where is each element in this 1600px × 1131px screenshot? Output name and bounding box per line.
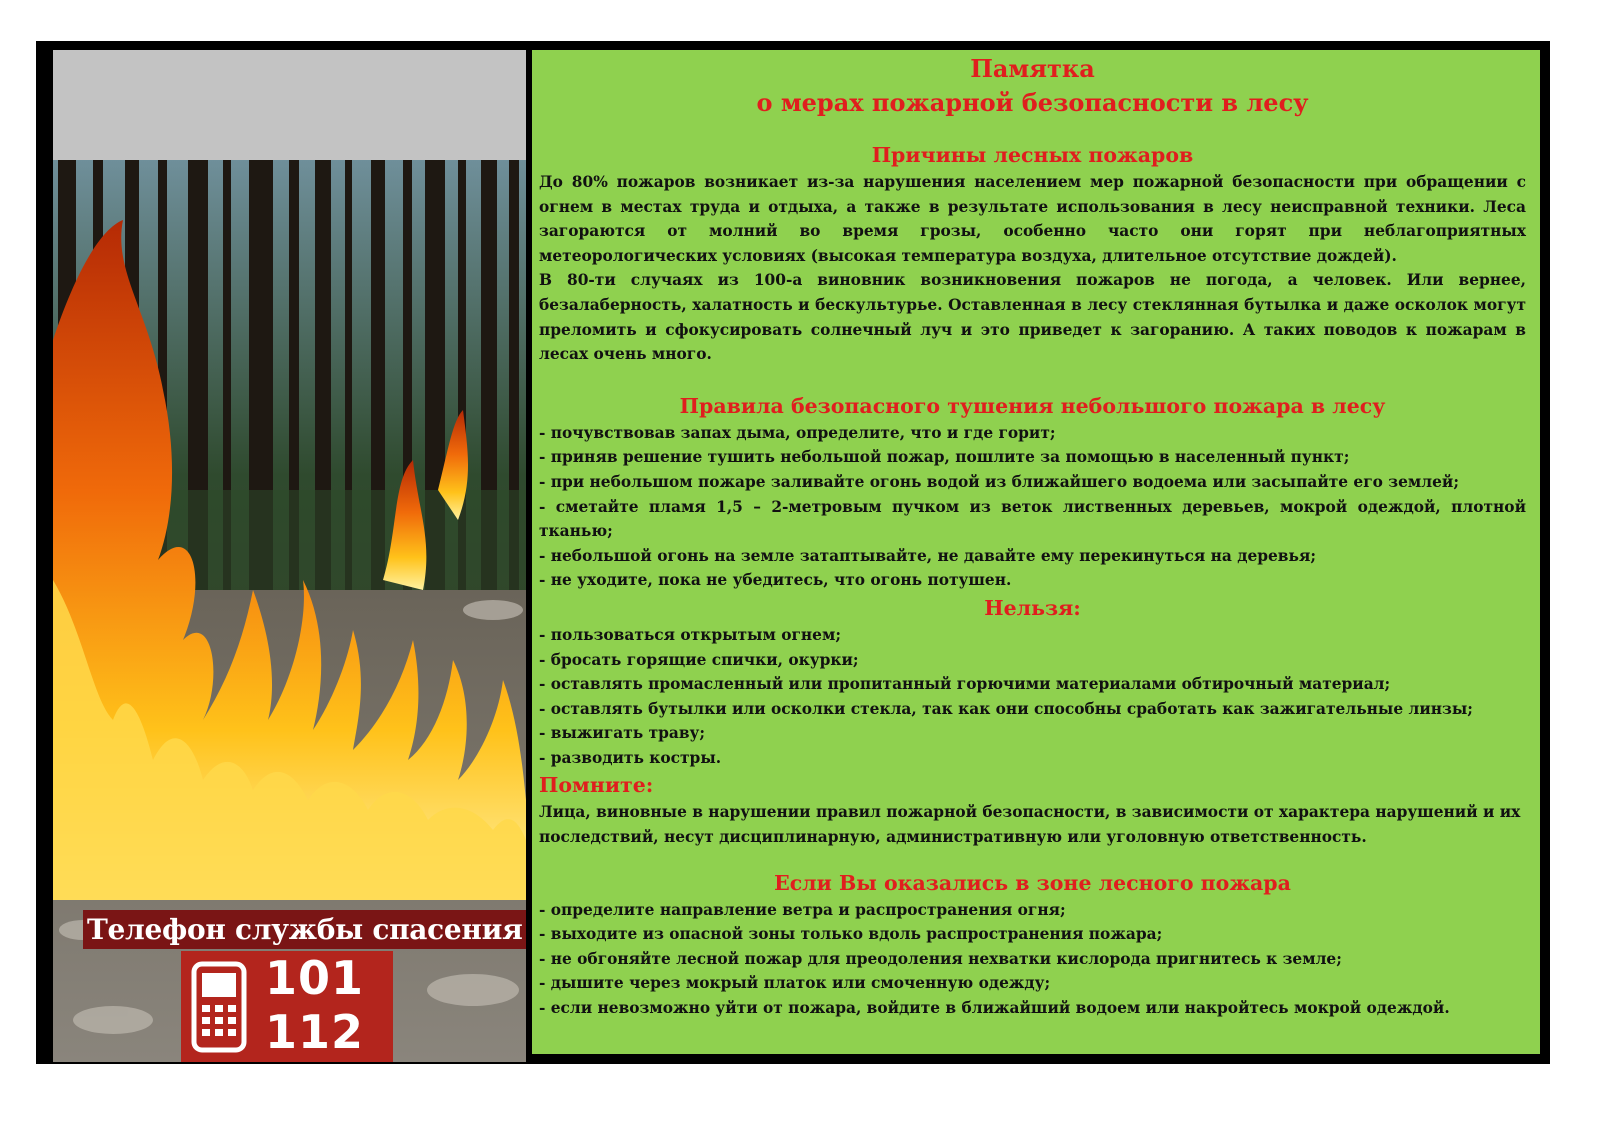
causes-paragraph-2: В 80-ти случаях из 100-а виновник возникновения пожаров не погода, а человек. Или вернее, безалаберность, халатность и бескультурье. Оставленная в лесу стеклянная бутылка и даже осколок могут преломить и сфокусировать солнечный луч и это приведет к загоранию. А таких поводов к пожарам в лесах очень много. (539, 271, 1526, 364)
list-item: - выжигать траву; (539, 724, 706, 743)
forest-fire-photo-panel (53, 50, 526, 1062)
forbidden-heading: Нельзя: (984, 595, 1081, 620)
gray-placeholder-block (53, 50, 526, 160)
rescue-number-101: 101 (265, 951, 365, 1005)
memo-title-line-1: Памятка (970, 54, 1095, 83)
list-item: - не уходите, пока не убедитесь, что огонь потушен. (539, 571, 1012, 590)
in-zone-heading: Если Вы оказались в зоне лесного пожара (774, 870, 1291, 895)
list-item: - разводить костры. (539, 748, 722, 767)
list-item: - дышите через мокрый платок или смоченную одежду; (539, 974, 1051, 993)
list-item: - оставлять промасленный или пропитанный горючими материалами обтирочный материал; (539, 675, 1391, 694)
list-item: - небольшой огонь на земле затаптывайте, не давайте ему перекинуться на деревья; (539, 546, 1316, 565)
list-item: - бросать горящие спички, окурки; (539, 650, 859, 669)
list-item: - оставлять бутылки или осколки стекла, так как они способны сработать как зажигательные линзы; (539, 699, 1473, 718)
list-item: - определите направление ветра и распространения огня; (539, 900, 1066, 919)
list-item: - приняв решение тушить небольшой пожар, пошлите за помощью в населенный пункт; (539, 448, 1350, 467)
in-zone-list (539, 898, 1526, 1021)
memo-title-line-2: о мерах пожарной безопасности в лесу (756, 88, 1309, 117)
memo-text-panel (532, 50, 1540, 1054)
memo-title (539, 50, 1526, 120)
rescue-number-112: 112 (265, 1005, 365, 1059)
rules-heading: Правила безопасного тушения небольшого пожара в лесу (679, 393, 1386, 418)
mobile-phone-icon (191, 961, 247, 1053)
remember-heading: Помните: (539, 773, 654, 798)
rules-list (539, 421, 1526, 593)
list-item: - выходите из опасной зоны только вдоль распространения пожара; (539, 925, 1163, 944)
remember-text: Лица, виновные в нарушении правил пожарной безопасности, в зависимости от характера нарушений и их последствий, несут дисциплинарную, административную или уголовную ответственность. (539, 803, 1521, 847)
rescue-phone-label: Телефон службы спасения (83, 910, 526, 949)
list-item: - если невозможно уйти от пожара, войдите в ближайший водоем или накройтесь мокрой одеждой. (539, 999, 1450, 1018)
forbidden-list (539, 623, 1526, 771)
rescue-phone-numbers-box (181, 951, 393, 1062)
causes-paragraph-1: До 80% пожаров возникает из-за нарушения населением мер пожарной безопасности при обращении с огнем в местах труда и отдыха, а также в результате использования в лесу неисправной техники. Леса загораются от молний во время грозы, особенно часто они горят при неблагоприятных метеорологических условиях (высокая температура воздуха, длительное отсутствие дождей). (539, 173, 1526, 265)
causes-heading: Причины лесных пожаров (871, 143, 1194, 167)
list-item: - почувствовав запах дыма, определите, что и где горит; (539, 423, 1056, 442)
list-item: - пользоваться открытым огнем; (539, 625, 842, 644)
list-item: - не обгоняйте лесной пожар для преодоления нехватки кислорода пригнитесь к земле; (539, 949, 1342, 968)
poster-frame (36, 41, 1550, 1064)
list-item: - сметайте пламя 1,5 – 2-метровым пучком из веток лиственных деревьев, мокрой одеждой, плотной тканью; (539, 497, 1526, 541)
list-item: - при небольшом пожаре заливайте огонь водой из ближайшего водоема или засыпайте его землей; (539, 472, 1459, 491)
